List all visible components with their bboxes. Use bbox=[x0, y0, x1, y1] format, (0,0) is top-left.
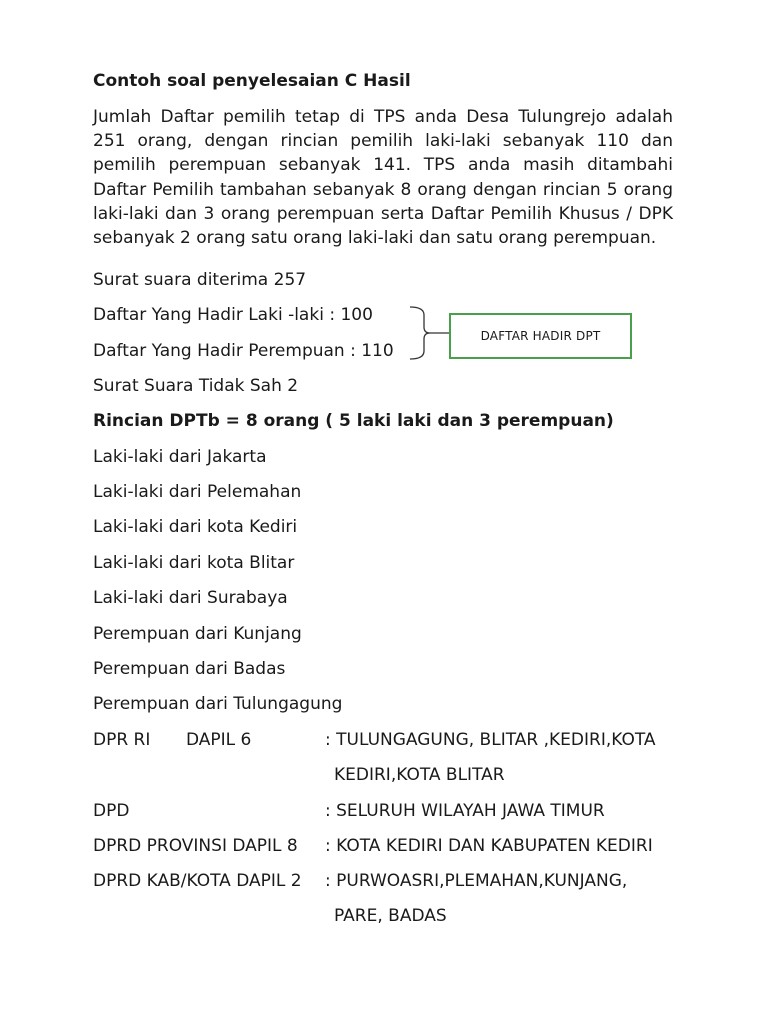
list-item: Laki-laki dari Jakarta bbox=[93, 447, 267, 467]
dprd-provinsi-value: : KOTA KEDIRI DAN KABUPATEN KEDIRI bbox=[325, 836, 653, 856]
intro-paragraph: Jumlah Daftar pemilih tetap di TPS anda Desa Tulungrejo adalah 251 orang, dengan rincian pemilih laki-laki sebanyak 110 dan pemilih perempuan sebanyak 141. TPS anda masih ditambahi Daftar Pemilih tambahan sebanyak 8 orang dengan rincian 5 orang laki-laki dan 3 orang perempuan serta Daftar Pemilih Khusus / DPK sebanyak 2 orang satu orang laki-laki dan satu orang perempuan. bbox=[93, 107, 673, 249]
list-item: Laki-laki dari Pelemahan bbox=[93, 482, 302, 502]
hadir-perempuan: Daftar Yang Hadir Perempuan : 110 bbox=[93, 341, 394, 361]
document-title: Contoh soal penyelesaian C Hasil bbox=[93, 71, 411, 91]
surat-suara-tidak-sah: Surat Suara Tidak Sah 2 bbox=[93, 376, 299, 396]
curly-brace-icon bbox=[408, 305, 450, 361]
list-item: Laki-laki dari kota Blitar bbox=[93, 553, 295, 573]
dprd-kab-label: DPRD KAB/KOTA DAPIL 2 bbox=[93, 871, 302, 891]
list-item: Perempuan dari Badas bbox=[93, 659, 286, 679]
list-item: Laki-laki dari Surabaya bbox=[93, 588, 288, 608]
dpr-ri-dapil: DAPIL 6 bbox=[186, 730, 252, 750]
dpd-value: : SELURUH WILAYAH JAWA TIMUR bbox=[325, 801, 605, 821]
dpr-ri-value-cont: KEDIRI,KOTA BLITAR bbox=[334, 765, 505, 785]
dpr-ri-value: : TULUNGAGUNG, BLITAR ,KEDIRI,KOTA bbox=[325, 730, 656, 750]
surat-suara-diterima: Surat suara diterima 257 bbox=[93, 270, 307, 290]
dprd-provinsi-label: DPRD PROVINSI DAPIL 8 bbox=[93, 836, 298, 856]
list-item: Perempuan dari Kunjang bbox=[93, 624, 302, 644]
dpr-ri-label: DPR RI bbox=[93, 730, 151, 750]
daftar-hadir-label: DAFTAR HADIR DPT bbox=[480, 329, 601, 343]
list-item: Laki-laki dari kota Kediri bbox=[93, 517, 298, 537]
dprd-kab-value-cont: PARE, BADAS bbox=[334, 906, 447, 926]
rincian-heading: Rincian DPTb = 8 orang ( 5 laki laki dan 3 perempuan) bbox=[93, 411, 614, 431]
hadir-laki-laki: Daftar Yang Hadir Laki -laki : 100 bbox=[93, 305, 373, 325]
dpd-label: DPD bbox=[93, 801, 130, 821]
daftar-hadir-box bbox=[449, 313, 632, 359]
dprd-kab-value: : PURWOASRI,PLEMAHAN,KUNJANG, bbox=[325, 871, 628, 891]
list-item: Perempuan dari Tulungagung bbox=[93, 694, 343, 714]
